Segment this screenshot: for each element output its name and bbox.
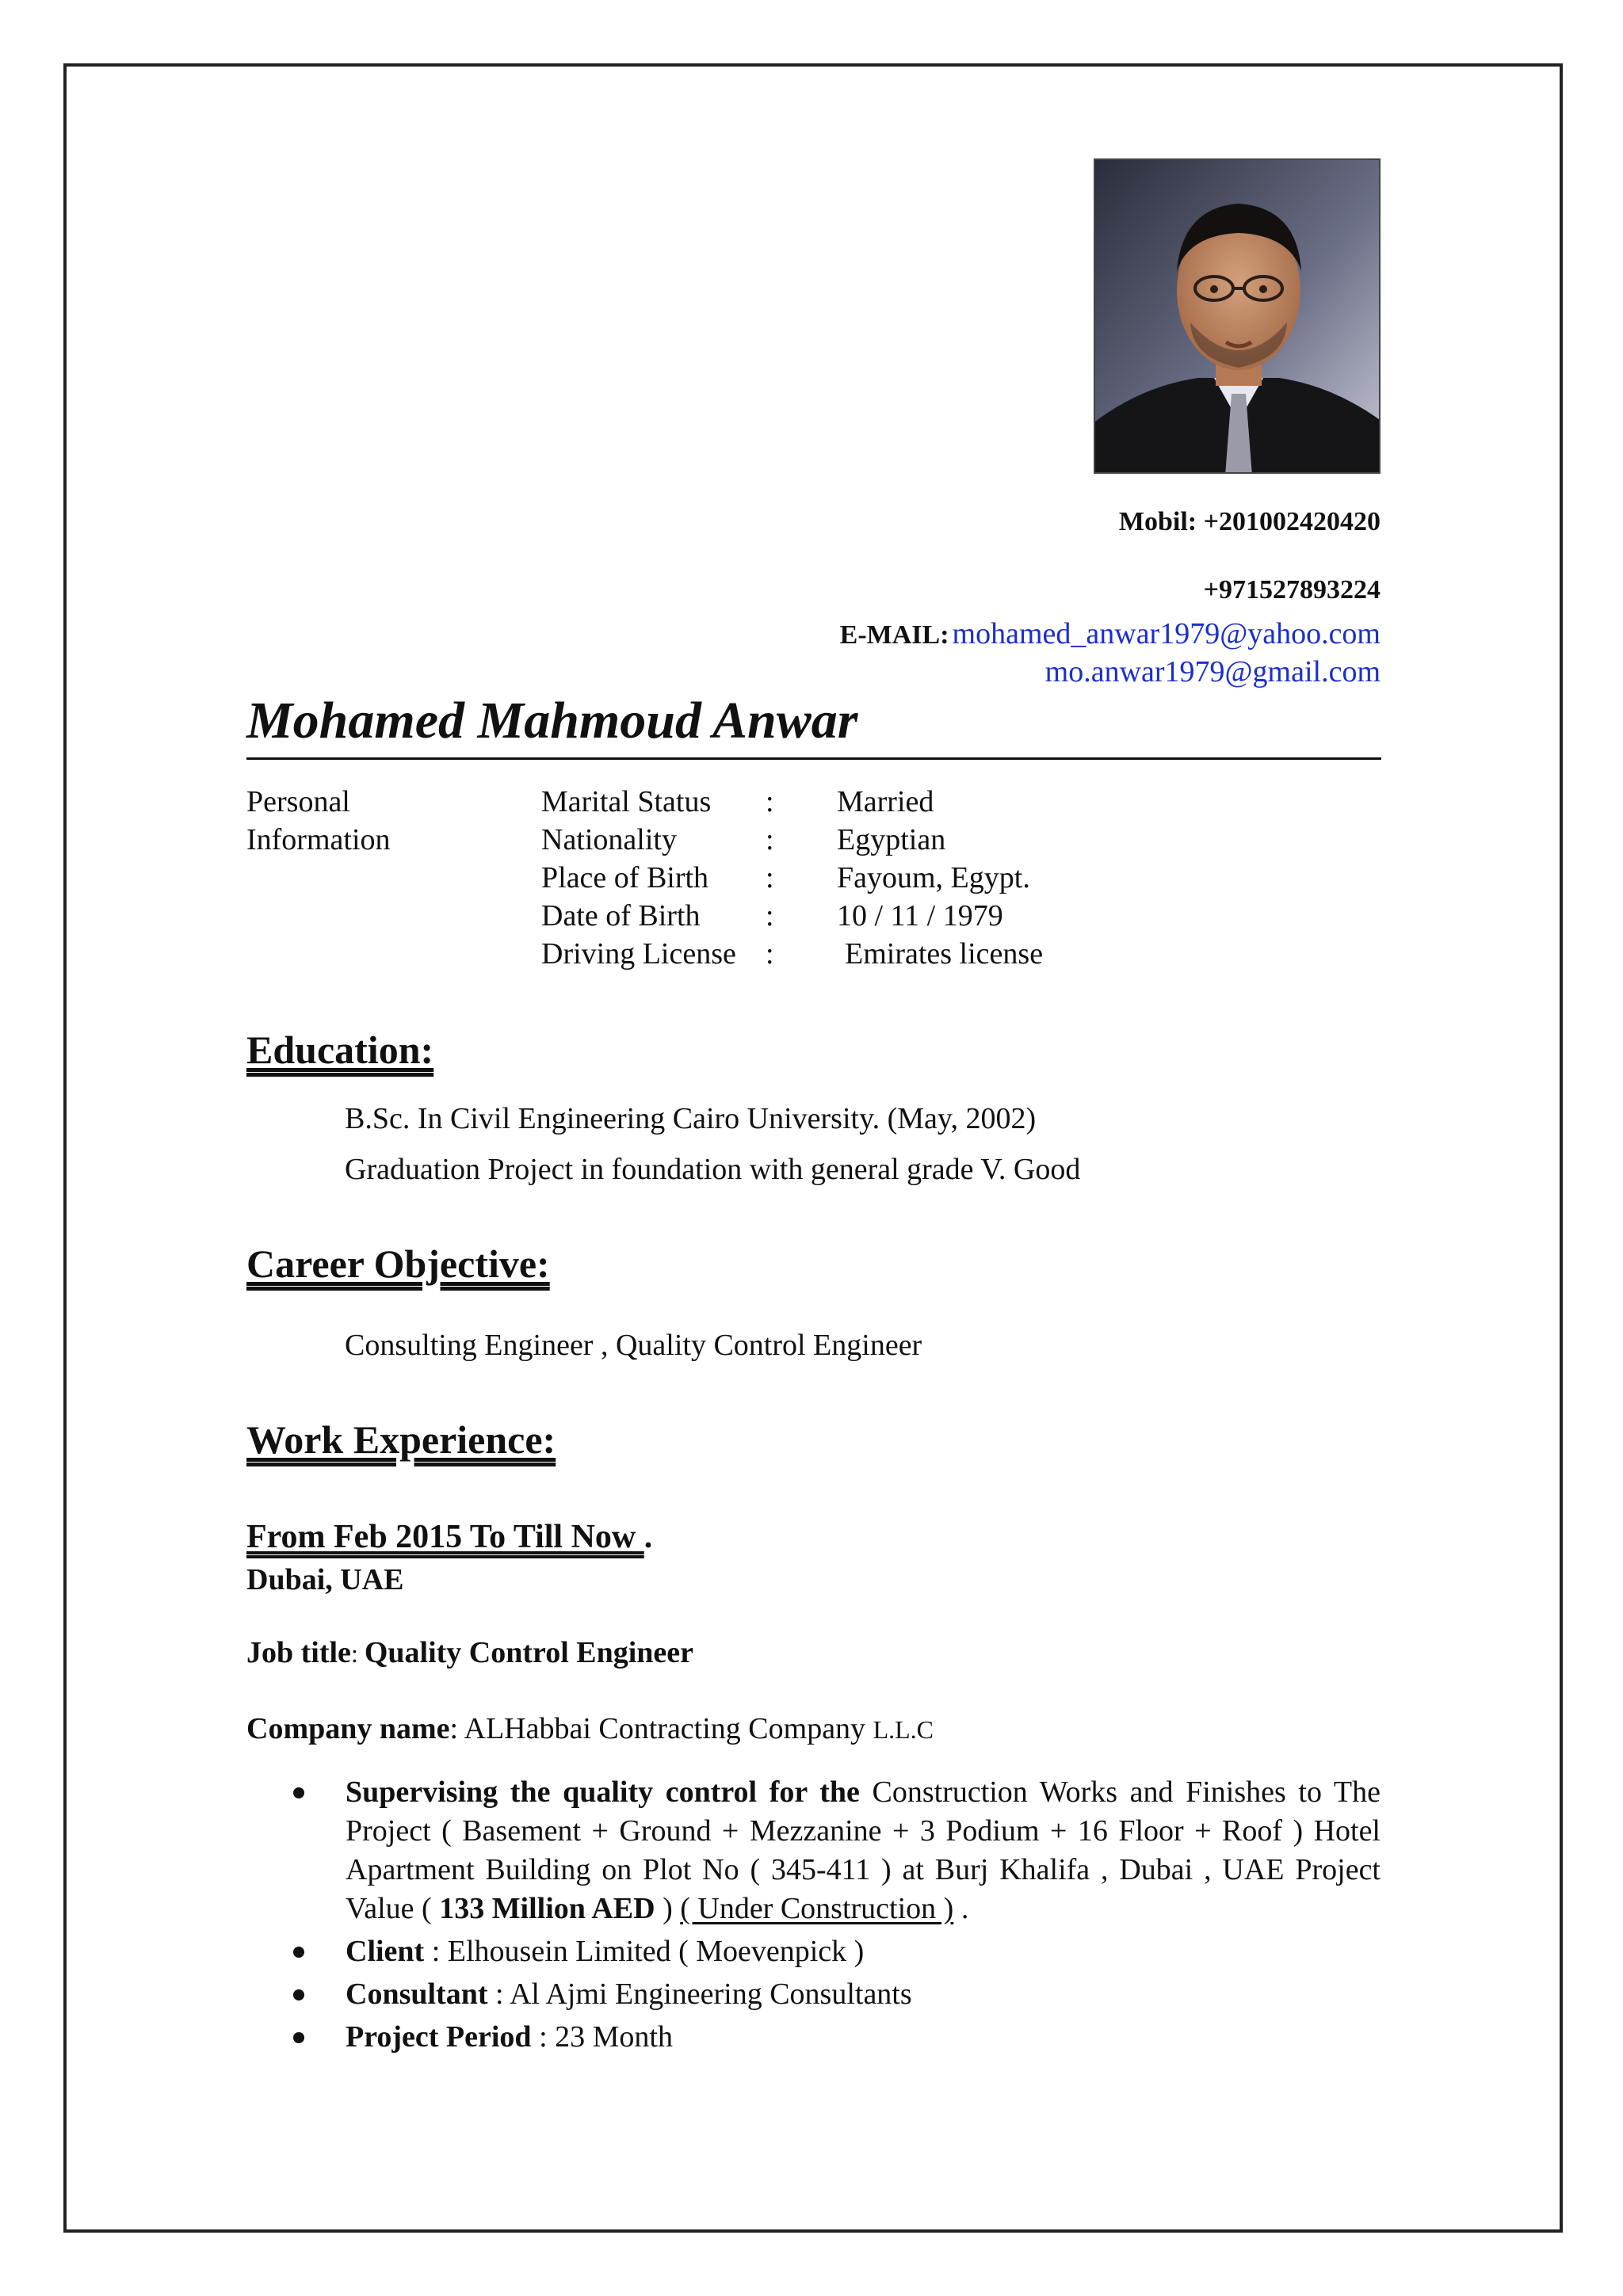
personal-sep-marital: : <box>766 785 774 818</box>
project-period-label: Project Period <box>346 2020 532 2054</box>
personal-label-1: Personal <box>246 785 350 818</box>
bullet-dot-icon <box>293 1989 304 2000</box>
company-name-value: ALHabbai Contracting Company <box>464 1712 873 1745</box>
name-divider <box>246 757 1381 760</box>
mobile-line-1 <box>1119 507 1381 537</box>
work-period-end: . <box>643 1519 653 1555</box>
bullet-scope-text: Construction Works and Finishes to The Project ( Basement + Ground + Mezzanine + 3 Podium + 16 Floor + Roof ) Hotel Apartment Building on Plot No ( 345-411 ) at Burj Khalifa , Dubai , UAE Project Value ( <box>346 1775 1381 1925</box>
personal-key-place-of-birth: Place of Birth <box>541 861 709 894</box>
work-location: Dubai, UAE <box>246 1563 404 1596</box>
email-label: E-MAIL: <box>839 620 949 650</box>
company-name-suffix: L.L.C <box>873 1715 934 1744</box>
client-label: Client <box>346 1935 425 1968</box>
mobile-label: Mobil: <box>1118 507 1197 536</box>
consultant-value: : Al Ajmi Engineering Consultants <box>487 1978 912 2011</box>
work-period: From Feb 2015 To Till Now <box>246 1519 644 1555</box>
profile-photo-image <box>1095 160 1381 474</box>
bullet-scope-end: . <box>953 1892 969 1925</box>
job-title-separator: : <box>350 1639 365 1668</box>
list-item <box>293 1773 1381 1928</box>
project-status: ( Under Construction ) <box>680 1892 954 1925</box>
career-objective-text: Consulting Engineer , Quality Control Engineer <box>345 1329 922 1362</box>
personal-key-date-of-birth: Date of Birth <box>541 899 701 933</box>
work-bullet-list <box>293 1773 1381 2057</box>
personal-sep-nationality: : <box>766 823 774 856</box>
personal-value-place-of-birth: Fayoum, Egypt. <box>837 861 1030 894</box>
personal-value-nationality: Egyptian <box>837 823 946 856</box>
personal-sep-date-of-birth: : <box>766 899 774 933</box>
bullet-dot-icon <box>293 2032 304 2043</box>
list-item <box>293 1932 1381 1971</box>
list-item <box>293 2018 1381 2057</box>
education-line-1: B.Sc. In Civil Engineering Cairo University. (May, 2002) <box>345 1102 1037 1135</box>
job-title-line <box>246 1635 693 1670</box>
bullet-scope-bold: Supervising the quality control for the <box>346 1775 860 1809</box>
work-period-heading <box>246 1518 652 1556</box>
email-line-1 <box>840 616 1381 651</box>
mobile-number-2: +971527893224 <box>1203 575 1381 605</box>
education-heading: Education: <box>246 1028 434 1072</box>
personal-label-2: Information <box>246 823 391 856</box>
job-title-value: Quality Control Engineer <box>364 1636 694 1669</box>
project-period-value: : 23 Month <box>531 2020 673 2054</box>
bullet-dot-icon <box>293 1787 304 1798</box>
consultant-label: Consultant <box>346 1978 488 2011</box>
bullet-dot-icon <box>293 1947 304 1958</box>
company-name-label: Company name <box>246 1712 450 1745</box>
profile-photo <box>1094 158 1381 474</box>
mobile-number-1: +201002420420 <box>1203 507 1381 536</box>
candidate-name: Mohamed Mahmoud Anwar <box>246 692 858 749</box>
career-objective-heading: Career Objective: <box>246 1241 550 1286</box>
email-link-2[interactable]: mo.anwar1979@gmail.com <box>1044 655 1381 688</box>
personal-value-date-of-birth: 10 / 11 / 1979 <box>837 899 1003 933</box>
personal-key-driving-license: Driving License <box>541 937 736 971</box>
education-line-2: Graduation Project in foundation with general grade V. Good <box>345 1153 1081 1186</box>
project-value: 133 Million AED <box>439 1892 655 1925</box>
email-link-1[interactable]: mohamed_anwar1979@yahoo.com <box>952 617 1381 650</box>
personal-key-nationality: Nationality <box>541 823 677 856</box>
personal-value-marital: Married <box>837 785 934 818</box>
client-value: : Elhousein Limited ( Moevenpick ) <box>424 1935 865 1968</box>
company-name-line <box>246 1711 934 1746</box>
personal-sep-driving-license: : <box>766 937 774 971</box>
personal-value-driving-license: Emirates license <box>845 937 1044 971</box>
bullet-scope-after-value: ) <box>655 1892 681 1925</box>
personal-key-marital: Marital Status <box>541 785 712 818</box>
job-title-label: Job title <box>246 1636 351 1669</box>
company-name-separator: : <box>449 1712 464 1745</box>
work-experience-heading: Work Experience: <box>246 1417 556 1462</box>
personal-sep-place-of-birth: : <box>766 861 774 894</box>
list-item <box>293 1975 1381 2014</box>
